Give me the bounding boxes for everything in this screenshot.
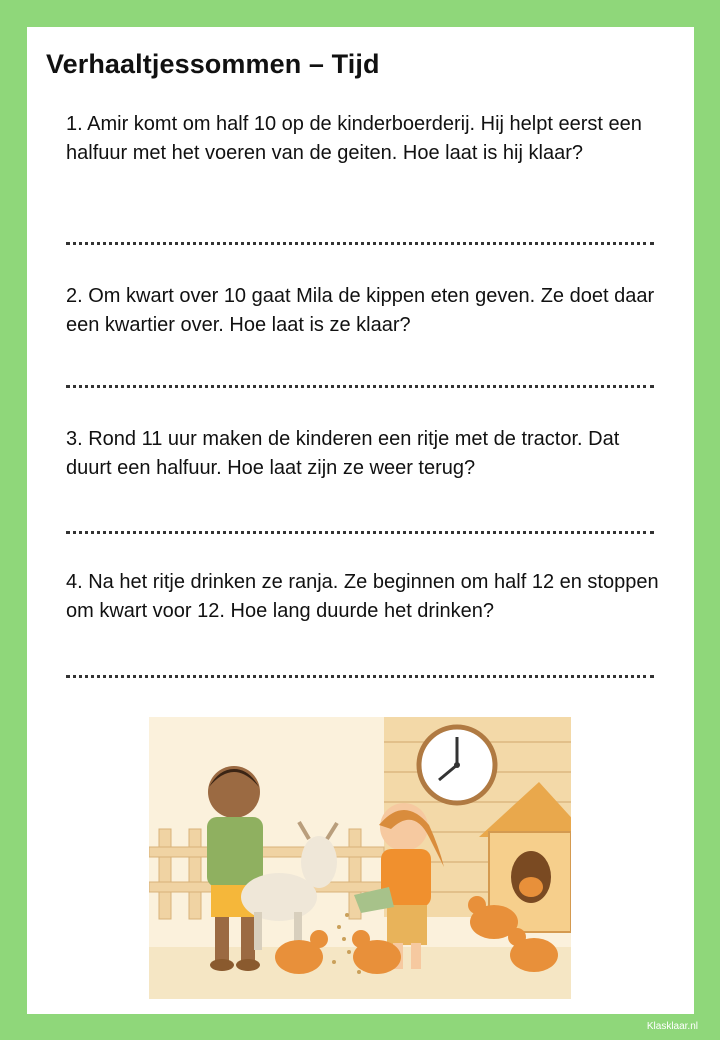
answer-line-3[interactable]	[66, 531, 654, 534]
clock-icon	[419, 727, 495, 803]
answer-line-2[interactable]	[66, 385, 654, 388]
question-1: 1. Amir komt om half 10 op de kinderboerderij. Hij helpt eerst een halfuur met het voeren van de geiten. Hoe laat is hij klaar?	[66, 113, 642, 164]
answer-line-1[interactable]	[66, 242, 654, 245]
question-3: 3. Rond 11 uur maken de kinderen een ritje met de tractor. Dat duurt een halfuur. Hoe laat zijn ze weer terug?	[66, 428, 620, 479]
answer-line-4[interactable]	[66, 675, 654, 678]
worksheet-page	[27, 27, 694, 1014]
question-2: 2. Om kwart over 10 gaat Mila de kippen eten geven. Ze doet daar een kwartier over. Hoe laat is ze klaar?	[66, 285, 655, 336]
page-title: Verhaaltjessommen – Tijd	[46, 49, 380, 79]
footer-credit: Klasklaar.nl	[646, 1021, 698, 1032]
question-4: 4. Na het ritje drinken ze ranja. Ze beginnen om half 12 en stoppen om kwart voor 12. Hoe lang duurde het drinken?	[66, 571, 659, 622]
farm-illustration	[149, 717, 571, 999]
